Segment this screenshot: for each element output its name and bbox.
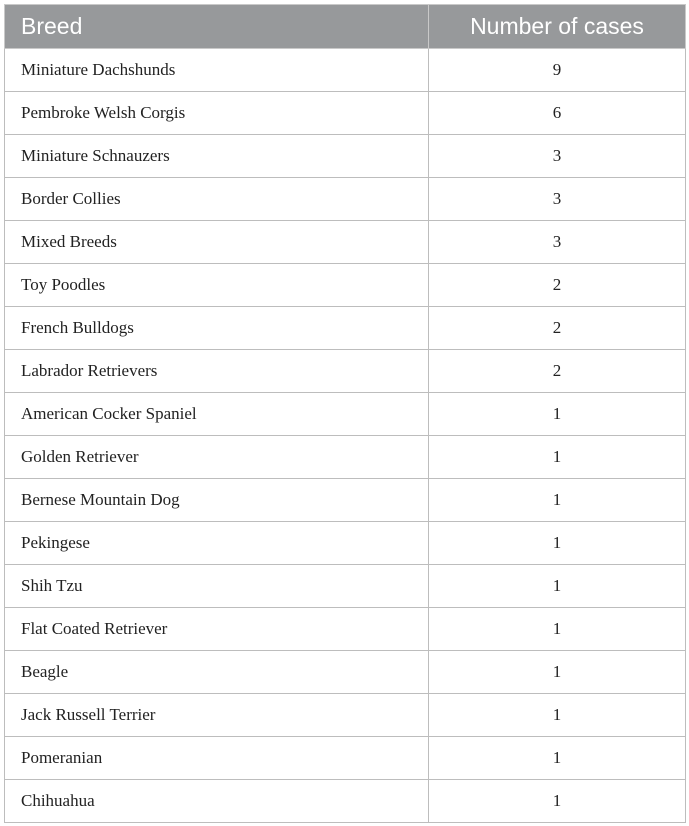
- table-row: [5, 178, 686, 221]
- case-count-cell: 1: [429, 393, 686, 436]
- header-row: [5, 5, 686, 49]
- case-count-cell: 2: [429, 350, 686, 393]
- breed-cell: Golden Retriever: [5, 436, 429, 479]
- case-count-cell: 1: [429, 608, 686, 651]
- breed-cell: Mixed Breeds: [5, 221, 429, 264]
- case-count-cell: 3: [429, 178, 686, 221]
- table-row: [5, 565, 686, 608]
- breed-cell: Labrador Retrievers: [5, 350, 429, 393]
- breed-cell: Miniature Dachshunds: [5, 49, 429, 92]
- column-header-breed: Breed: [5, 5, 429, 49]
- case-count-cell: 9: [429, 49, 686, 92]
- column-header-number-of-cases: Number of cases: [429, 5, 686, 49]
- breed-cell: Miniature Schnauzers: [5, 135, 429, 178]
- table-row: [5, 522, 686, 565]
- table-row: [5, 608, 686, 651]
- breed-cell: Toy Poodles: [5, 264, 429, 307]
- breed-cell: Pekingese: [5, 522, 429, 565]
- table-row: [5, 350, 686, 393]
- table-header: [5, 5, 686, 49]
- table-row: [5, 135, 686, 178]
- case-count-cell: 3: [429, 135, 686, 178]
- case-count-cell: 1: [429, 651, 686, 694]
- table-body: [5, 49, 686, 823]
- breed-cell: Bernese Mountain Dog: [5, 479, 429, 522]
- case-count-cell: 1: [429, 694, 686, 737]
- breed-cases-table: [4, 4, 686, 823]
- table-row: [5, 307, 686, 350]
- case-count-cell: 1: [429, 522, 686, 565]
- case-count-cell: 1: [429, 479, 686, 522]
- case-count-cell: 6: [429, 92, 686, 135]
- table-row: [5, 780, 686, 823]
- breed-cell: Pomeranian: [5, 737, 429, 780]
- breed-cell: Border Collies: [5, 178, 429, 221]
- breed-cell: Chihuahua: [5, 780, 429, 823]
- table-row: [5, 436, 686, 479]
- breed-cases-table-container: [4, 4, 685, 823]
- case-count-cell: 2: [429, 264, 686, 307]
- table-row: [5, 479, 686, 522]
- breed-cell: Shih Tzu: [5, 565, 429, 608]
- breed-cell: Pembroke Welsh Corgis: [5, 92, 429, 135]
- breed-cell: American Cocker Spaniel: [5, 393, 429, 436]
- table-row: [5, 221, 686, 264]
- breed-cell: Beagle: [5, 651, 429, 694]
- table-row: [5, 737, 686, 780]
- case-count-cell: 1: [429, 737, 686, 780]
- case-count-cell: 1: [429, 565, 686, 608]
- case-count-cell: 1: [429, 436, 686, 479]
- table-row: [5, 651, 686, 694]
- case-count-cell: 3: [429, 221, 686, 264]
- breed-cell: French Bulldogs: [5, 307, 429, 350]
- table-row: [5, 49, 686, 92]
- table-row: [5, 393, 686, 436]
- case-count-cell: 1: [429, 780, 686, 823]
- table-row: [5, 92, 686, 135]
- case-count-cell: 2: [429, 307, 686, 350]
- breed-cell: Flat Coated Retriever: [5, 608, 429, 651]
- table-row: [5, 264, 686, 307]
- breed-cell: Jack Russell Terrier: [5, 694, 429, 737]
- table-row: [5, 694, 686, 737]
